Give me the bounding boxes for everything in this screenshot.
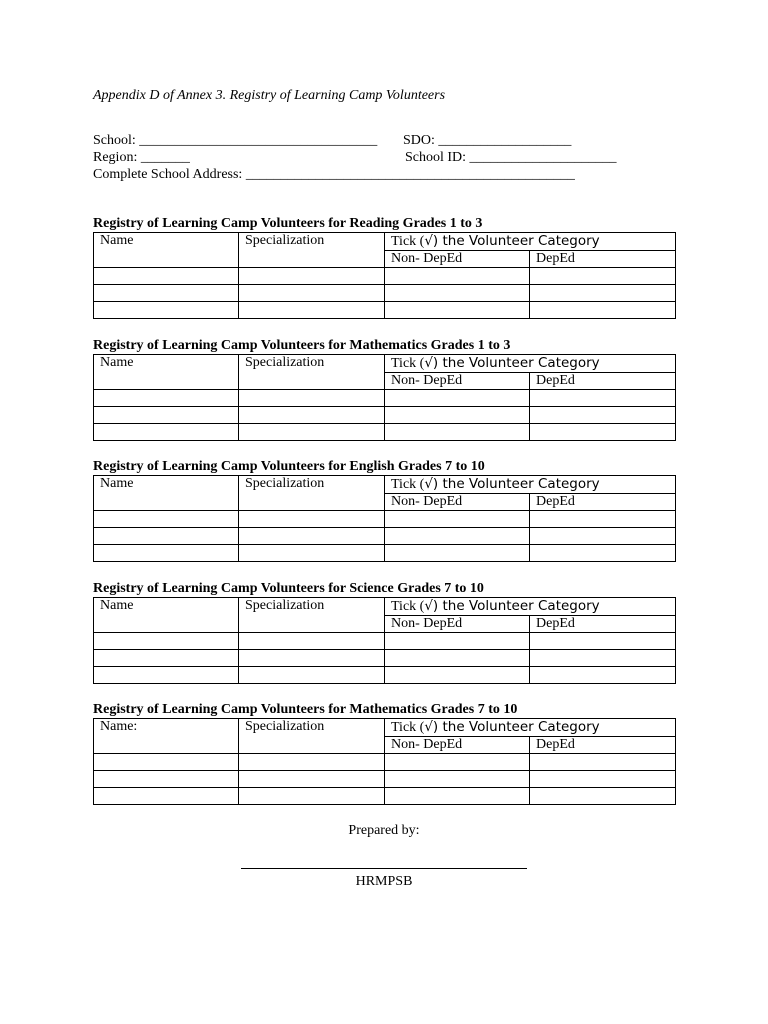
registry-table: [93, 475, 676, 562]
col-header-volunteer-category: [385, 233, 676, 251]
cell-name[interactable]: [94, 633, 239, 650]
tick-prefix: Tick (: [391, 234, 425, 249]
table-row: [94, 285, 676, 302]
table-header-row: [94, 476, 676, 494]
address-field[interactable]: Complete School Address: _______________________________________________: [93, 167, 575, 182]
cell-name[interactable]: [94, 771, 239, 788]
cell-deped[interactable]: [530, 667, 676, 684]
col-header-deped: DepEd: [530, 737, 676, 754]
tick-rest: √) the Volunteer Category: [424, 719, 600, 735]
cell-deped[interactable]: [530, 407, 676, 424]
cell-specialization[interactable]: [239, 528, 385, 545]
cell-specialization[interactable]: [239, 754, 385, 771]
registry-table: [93, 354, 676, 441]
cell-non-deped[interactable]: [385, 268, 530, 285]
cell-non-deped[interactable]: [385, 650, 530, 667]
table-row: [94, 528, 676, 545]
col-header-non-deped: Non- DepEd: [385, 737, 530, 754]
region-field[interactable]: Region: _______: [93, 150, 190, 165]
table-header-row: [94, 233, 676, 251]
registry-section-english-7-10: [93, 459, 675, 562]
table-row: [94, 788, 676, 805]
cell-non-deped[interactable]: [385, 424, 530, 441]
cell-specialization[interactable]: [239, 390, 385, 407]
cell-name[interactable]: [94, 511, 239, 528]
registry-table: [93, 597, 676, 684]
col-header-specialization: Specialization: [239, 719, 385, 754]
registry-section-science-7-10: [93, 581, 675, 684]
cell-specialization[interactable]: [239, 771, 385, 788]
cell-name[interactable]: [94, 424, 239, 441]
table-row: [94, 545, 676, 562]
cell-specialization[interactable]: [239, 407, 385, 424]
cell-non-deped[interactable]: [385, 285, 530, 302]
tick-prefix: Tick (: [391, 356, 425, 371]
col-header-non-deped: Non- DepEd: [385, 251, 530, 268]
col-header-name: Name: [94, 476, 239, 511]
cell-specialization[interactable]: [239, 268, 385, 285]
cell-name[interactable]: [94, 407, 239, 424]
tick-rest: √) the Volunteer Category: [424, 355, 600, 371]
cell-name[interactable]: [94, 302, 239, 319]
table-row: [94, 650, 676, 667]
registry-table: [93, 232, 676, 319]
col-header-name: Name:: [94, 719, 239, 754]
cell-specialization[interactable]: [239, 302, 385, 319]
tick-prefix: Tick (: [391, 599, 425, 614]
cell-specialization[interactable]: [239, 788, 385, 805]
table-row: [94, 390, 676, 407]
section-title: Registry of Learning Camp Volunteers for Mathematics Grades 7 to 10: [93, 702, 518, 717]
cell-non-deped[interactable]: [385, 771, 530, 788]
cell-specialization[interactable]: [239, 545, 385, 562]
cell-deped[interactable]: [530, 633, 676, 650]
tick-rest: √) the Volunteer Category: [424, 233, 600, 249]
cell-non-deped[interactable]: [385, 667, 530, 684]
section-title: Registry of Learning Camp Volunteers for English Grades 7 to 10: [93, 459, 485, 474]
cell-deped[interactable]: [530, 788, 676, 805]
cell-name[interactable]: [94, 285, 239, 302]
cell-specialization[interactable]: [239, 285, 385, 302]
section-title: Registry of Learning Camp Volunteers for Reading Grades 1 to 3: [93, 216, 483, 231]
col-header-volunteer-category: [385, 355, 676, 373]
col-header-deped: DepEd: [530, 494, 676, 511]
col-header-specialization: Specialization: [239, 598, 385, 633]
school-field[interactable]: School: __________________________________: [93, 133, 378, 148]
cell-name[interactable]: [94, 754, 239, 771]
cell-name[interactable]: [94, 545, 239, 562]
cell-deped[interactable]: [530, 285, 676, 302]
col-header-deped: DepEd: [530, 373, 676, 390]
cell-deped[interactable]: [530, 771, 676, 788]
table-row: [94, 511, 676, 528]
cell-deped[interactable]: [530, 650, 676, 667]
table-row: [94, 754, 676, 771]
cell-name[interactable]: [94, 667, 239, 684]
cell-deped[interactable]: [530, 268, 676, 285]
col-header-name: Name: [94, 355, 239, 390]
registry-section-reading-1-3: [93, 216, 675, 319]
col-header-deped: DepEd: [530, 616, 676, 633]
cell-non-deped[interactable]: [385, 407, 530, 424]
col-header-non-deped: Non- DepEd: [385, 373, 530, 390]
col-header-specialization: Specialization: [239, 233, 385, 268]
cell-non-deped[interactable]: [385, 754, 530, 771]
cell-name[interactable]: [94, 788, 239, 805]
section-title: Registry of Learning Camp Volunteers for Mathematics Grades 1 to 3: [93, 338, 511, 353]
table-row: [94, 424, 676, 441]
table-row: [94, 268, 676, 285]
tick-rest: √) the Volunteer Category: [424, 476, 600, 492]
table-row: [94, 302, 676, 319]
table-row: [94, 407, 676, 424]
document-title: Appendix D of Annex 3. Registry of Learning Camp Volunteers: [93, 88, 446, 103]
table-header-row: [94, 598, 676, 616]
cell-specialization[interactable]: [239, 667, 385, 684]
table-header-row: [94, 719, 676, 737]
cell-deped[interactable]: [530, 424, 676, 441]
cell-deped[interactable]: [530, 528, 676, 545]
col-header-volunteer-category: [385, 476, 676, 494]
prepared-by-label: Prepared by:: [348, 823, 420, 838]
signature-line[interactable]: [241, 868, 527, 869]
col-header-volunteer-category: [385, 719, 676, 737]
col-header-non-deped: Non- DepEd: [385, 494, 530, 511]
school-id-field[interactable]: School ID: _____________________: [405, 150, 617, 165]
cell-non-deped[interactable]: [385, 633, 530, 650]
col-header-specialization: Specialization: [239, 355, 385, 390]
cell-name[interactable]: [94, 650, 239, 667]
section-title: Registry of Learning Camp Volunteers for Science Grades 7 to 10: [93, 581, 484, 596]
table-header-row: [94, 355, 676, 373]
col-header-name: Name: [94, 233, 239, 268]
cell-deped[interactable]: [530, 511, 676, 528]
cell-deped[interactable]: [530, 390, 676, 407]
cell-specialization[interactable]: [239, 633, 385, 650]
registry-section-math-7-10: [93, 702, 675, 805]
tick-prefix: Tick (: [391, 477, 425, 492]
col-header-deped: DepEd: [530, 251, 676, 268]
cell-name[interactable]: [94, 268, 239, 285]
table-row: [94, 633, 676, 650]
header-fields: [93, 132, 617, 183]
registry-section-math-1-3: [93, 338, 675, 441]
col-header-non-deped: Non- DepEd: [385, 616, 530, 633]
sdo-field[interactable]: SDO: ___________________: [403, 133, 572, 148]
cell-non-deped[interactable]: [385, 528, 530, 545]
table-row: [94, 667, 676, 684]
cell-deped[interactable]: [530, 302, 676, 319]
cell-specialization[interactable]: [239, 424, 385, 441]
cell-non-deped[interactable]: [385, 545, 530, 562]
cell-non-deped[interactable]: [385, 390, 530, 407]
cell-non-deped[interactable]: [385, 788, 530, 805]
col-header-name: Name: [94, 598, 239, 633]
cell-specialization[interactable]: [239, 650, 385, 667]
tick-prefix: Tick (: [391, 720, 425, 735]
col-header-specialization: Specialization: [239, 476, 385, 511]
table-row: [94, 771, 676, 788]
cell-specialization[interactable]: [239, 511, 385, 528]
col-header-volunteer-category: [385, 598, 676, 616]
cell-name[interactable]: [94, 390, 239, 407]
cell-non-deped[interactable]: [385, 302, 530, 319]
cell-deped[interactable]: [530, 545, 676, 562]
cell-deped[interactable]: [530, 754, 676, 771]
cell-non-deped[interactable]: [385, 511, 530, 528]
signer-label: HRMPSB: [355, 874, 413, 889]
registry-table: [93, 718, 676, 805]
cell-name[interactable]: [94, 528, 239, 545]
tick-rest: √) the Volunteer Category: [424, 598, 600, 614]
